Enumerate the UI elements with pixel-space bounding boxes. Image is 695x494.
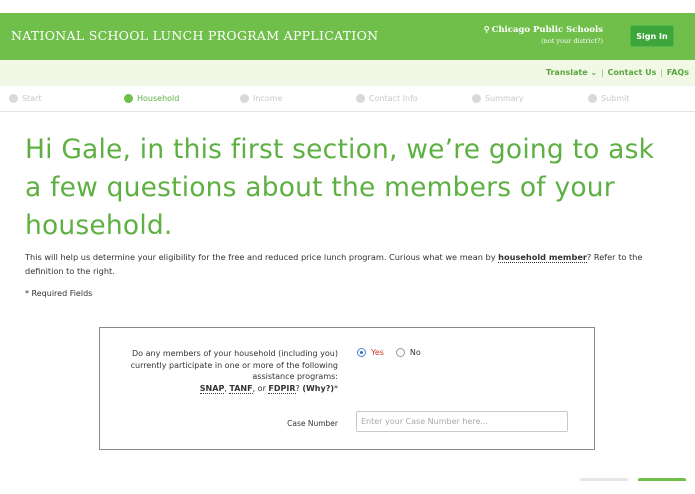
program-tanf[interactable]: TANF (229, 383, 253, 393)
district-selector[interactable] (484, 24, 603, 45)
step-start[interactable] (9, 94, 42, 103)
step-contact-info[interactable] (356, 94, 418, 103)
back-button-edge[interactable] (580, 478, 628, 481)
step-label: Contact Info (369, 94, 418, 103)
location-pin-icon: ⚲ (483, 24, 490, 34)
step-label: Start (22, 94, 42, 103)
divider: | (660, 68, 663, 77)
question-text: Do any members of your household (including you) currently participate in one or more of the following assistance programs: (130, 349, 338, 381)
faqs-link[interactable]: FAQs (666, 68, 689, 77)
step-household[interactable] (124, 94, 179, 103)
step-dot-icon (240, 94, 249, 103)
yes-radio[interactable] (357, 348, 366, 357)
intro-text (25, 251, 665, 278)
required-fields-note: * Required Fields (25, 289, 93, 298)
why-link[interactable]: (Why?) (302, 383, 334, 393)
assistance-radio-group (357, 348, 421, 357)
translate-label: Translate (545, 68, 588, 77)
utility-bar (0, 60, 695, 86)
required-asterisk: * (334, 383, 338, 393)
utility-links (546, 68, 689, 77)
change-district-link[interactable]: (not your district?) (541, 37, 603, 45)
step-dot-icon (588, 94, 597, 103)
case-number-input[interactable] (356, 411, 568, 432)
chevron-down-icon: ⌄ (590, 68, 598, 77)
step-dot-icon (356, 94, 365, 103)
translate-menu[interactable] (546, 68, 597, 77)
yes-label[interactable]: Yes (371, 348, 384, 357)
page-headline: Hi Gale, in this first section, we’re going to ask a few questions about the members of your household. (25, 134, 655, 241)
intro-text-start: This will help us determine your eligibility for the free and reduced price lunch program. Curious what we mean by (25, 252, 499, 262)
case-number-label: Case Number (287, 419, 338, 428)
step-dot-icon (124, 94, 133, 103)
progress-steps (0, 86, 695, 112)
district-name-row (484, 24, 603, 35)
step-dot-icon (472, 94, 481, 103)
step-label: Summary (485, 94, 524, 103)
sign-in-button[interactable]: Sign In (630, 25, 674, 47)
app-header (0, 13, 695, 60)
household-form-card (99, 327, 595, 450)
intro-text-end: ? Refer to the definition to the right. (25, 252, 643, 276)
app-title: NATIONAL SCHOOL LUNCH PROGRAM APPLICATION (11, 28, 379, 43)
program-fdpir[interactable]: FDPIR (268, 383, 296, 393)
assistance-question: Do any members of your household (including you) currently participate in one or more of the following assistance programs: SNAP, TANF, or FDPIR? (Why?)* (130, 349, 338, 393)
district-name: Chicago Public Schools (491, 25, 603, 35)
step-income[interactable] (240, 94, 282, 103)
step-label: Income (253, 94, 283, 103)
no-radio[interactable] (396, 348, 405, 357)
step-dot-icon (9, 94, 18, 103)
step-label: Submit (601, 94, 630, 103)
step-summary[interactable] (472, 94, 524, 103)
program-snap[interactable]: SNAP (199, 383, 225, 393)
step-label: Household (137, 94, 180, 103)
next-button-edge[interactable] (638, 478, 686, 481)
household-member-term[interactable]: household member (498, 252, 587, 262)
divider: | (600, 68, 604, 77)
contact-us-link[interactable]: Contact Us (607, 68, 657, 77)
no-label[interactable]: No (409, 348, 421, 357)
step-submit[interactable] (588, 94, 629, 103)
